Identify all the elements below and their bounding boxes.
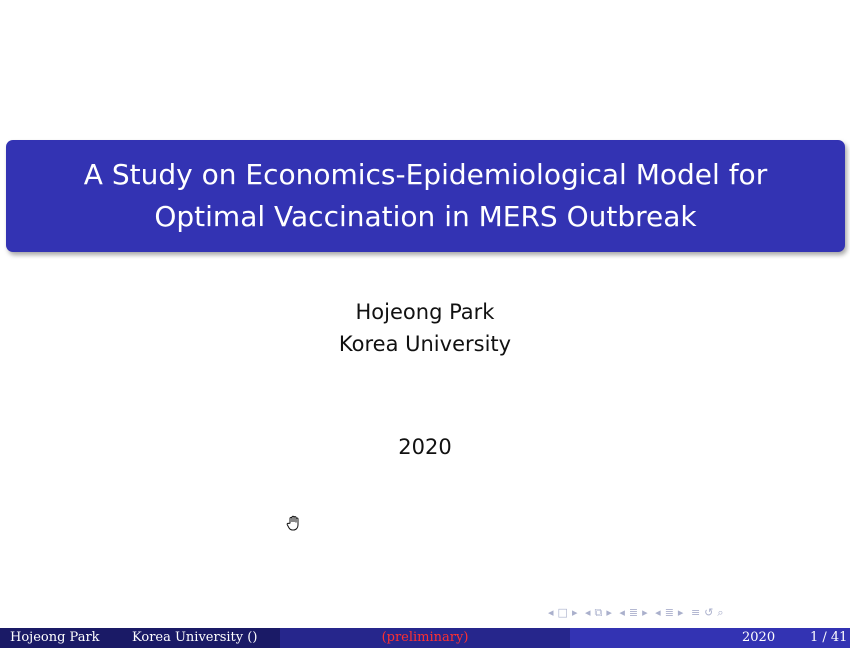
footer-date: 2020 (742, 630, 776, 645)
nav-symbol[interactable]: ▸ (677, 606, 684, 619)
nav-symbol[interactable]: ▸ (642, 606, 648, 619)
footer-title-segment (280, 628, 570, 648)
beamer-navigation-bar[interactable] (548, 606, 850, 624)
slide-title-box (6, 140, 845, 252)
slide-date: 2020 (398, 435, 452, 459)
slide-institute: Korea University (338, 332, 512, 356)
nav-symbol[interactable]: ⌕ (717, 606, 724, 619)
nav-symbol[interactable]: □ (557, 606, 568, 619)
footer-date-segment (570, 628, 850, 648)
nav-symbol[interactable]: ◂ (584, 606, 591, 619)
nav-symbol[interactable]: ⧉ (594, 606, 603, 619)
footer-institute: Korea University () (132, 630, 258, 645)
footer-author: Hojeong Park (10, 630, 100, 645)
footer-short-title: (preliminary) (381, 630, 469, 645)
footer-page-number: 1 / 41 (810, 630, 848, 645)
nav-symbol[interactable]: ≣ (664, 606, 674, 619)
slide-author: Hojeong Park (355, 300, 495, 324)
nav-symbol[interactable]: ◂ (655, 606, 661, 619)
slide-title-line-2: Optimal Vaccination in MERS Outbreak (154, 200, 697, 233)
nav-symbol[interactable]: ≣ (628, 606, 639, 619)
nav-symbol[interactable]: ◂ (548, 606, 554, 619)
nav-symbol[interactable]: ≡ (690, 606, 701, 619)
nav-symbol[interactable]: ↺ (704, 606, 714, 619)
hand-grab-icon (285, 514, 303, 532)
slide-footer (0, 628, 850, 648)
nav-symbol[interactable]: ◂ (619, 606, 625, 619)
nav-symbol[interactable]: ▸ (606, 606, 612, 619)
footer-author-segment (0, 628, 280, 648)
nav-symbol[interactable]: ▸ (571, 606, 578, 619)
slide-title-line-1: A Study on Economics-Epidemiological Model for (83, 158, 768, 191)
